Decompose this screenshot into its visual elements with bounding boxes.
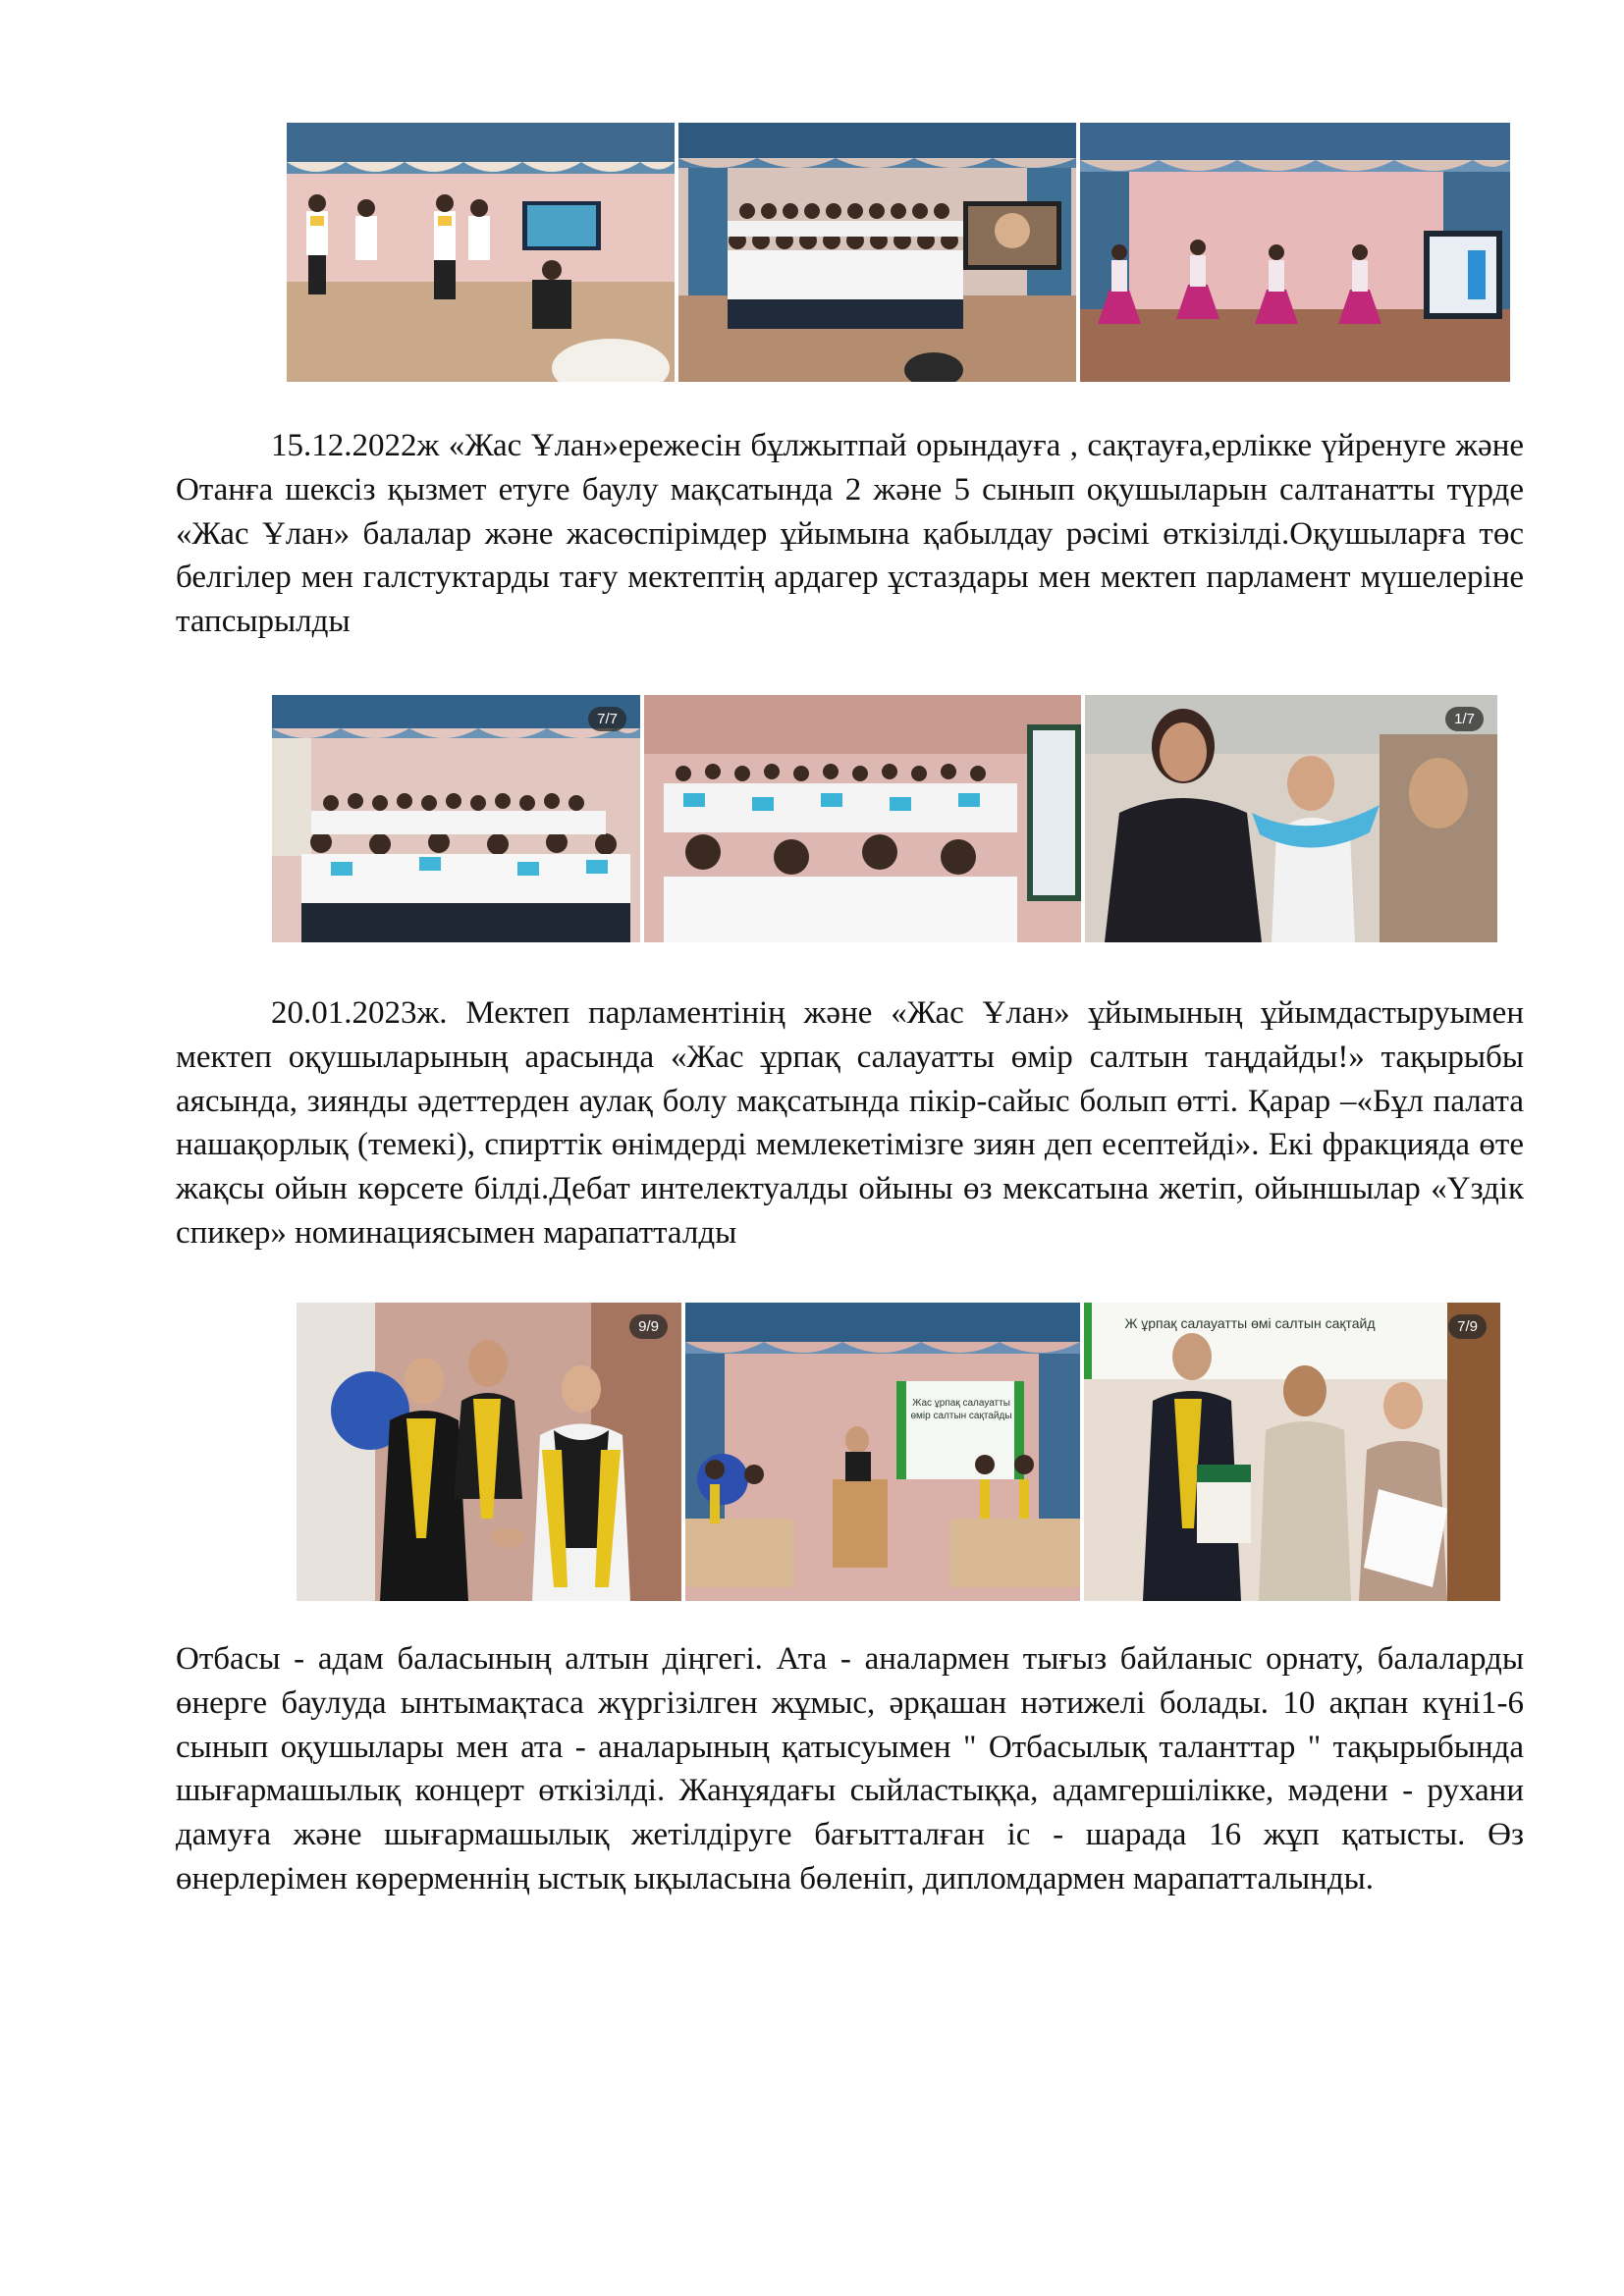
screen-topic-text: Жас ұрпақ салауатты өмір салтын сақтайды bbox=[910, 1398, 1012, 1421]
photo-counter: 7/9 bbox=[1448, 1314, 1487, 1339]
photo-students-blue-scarves bbox=[644, 695, 1081, 942]
photo-girls-dancing bbox=[1080, 123, 1510, 382]
photo-row-3 bbox=[297, 1303, 1500, 1601]
photo-students-with-flags bbox=[272, 695, 640, 942]
photo-counter: 7/7 bbox=[588, 707, 626, 731]
photo-choir bbox=[678, 123, 1076, 382]
paragraph-debate: 20.01.2023ж. Мектеп парламентінің және «Жас Ұлан» ұйымының ұйымдастыруымен мектеп оқушыларының арасында «Жас ұрпақ салауатты өмір салтын таңдайды!» тақырыбы аясында, зиянды әдеттерден аулақ болу мақсатында пікір-сайыс болып өтті. Қарар –«Бұл палата нашақорлық (темекі), спирттік өнімдерді мемлекетімізге зиян деп есептейді». Екі фракцияда өте жақсы ойын көрсете білді.Дебат интелектуалды ойыны өз мекcатына жетіп, ойыншылар «Үздік спикер» номинациясымен марапатталды bbox=[176, 995, 1524, 1251]
photo-debate-hall bbox=[685, 1303, 1080, 1601]
photo-row-2 bbox=[272, 695, 1497, 942]
paragraph-family-talents: Отбасы - адам баласының алтын діңгегі. Ата - аналармен тығыз байланыс орнату, балаларды өнерге баулуда ынтымақтаса жүргізілген жұмыс, әрқашан нәтижелі болады. 10 ақпан күні1-6 сынып оқушылары мен ата - аналарының қатысуымен " Отбасылық таланттар " тақырыбында шығармашылық концерт өткізілді. Жанұядағы сыйластыққа, адамгершілікке, мәдени - рухани дамуға және шығармашылық жетілдіруге бағытталған іс - шарада 16 жұп қатысты. Өз өнерлерімен көрерменнің ыстық ықыласына бөленіп, дипломдармен марапатталынды. bbox=[176, 1641, 1524, 1896]
screen-topic-text: Ж ұрпақ салауатты өмі салтын сақтайд bbox=[1124, 1315, 1376, 1331]
photo-row-1 bbox=[287, 123, 1510, 382]
photo-students-shaking-hands bbox=[297, 1303, 681, 1601]
photo-counter: 9/9 bbox=[629, 1314, 668, 1339]
paragraph-zhas-ulan-ceremony: 15.12.2022ж «Жас Ұлан»ережесін бұлжытпай орындауға , сақтауға,ерлікке үйренуге және Отанға шексіз қызмет етуге баулу мақсатында 2 және 5 сынып оқушыларын салтанатты түрде «Жас Ұлан» балалар және жасөспірімдер ұйымына қабылдау рәсімі өткізілді.Оқушыларға төс белгілер мен галстуктарды тағу мектептің ардагер ұстаздары мен мектеп парламент мүшелеріне тапсырылды bbox=[176, 428, 1524, 640]
photo-dance-performance bbox=[287, 123, 675, 382]
photo-counter: 1/7 bbox=[1445, 707, 1484, 731]
photo-teacher-with-student bbox=[1085, 695, 1497, 942]
photo-winner-with-diploma bbox=[1084, 1303, 1500, 1601]
